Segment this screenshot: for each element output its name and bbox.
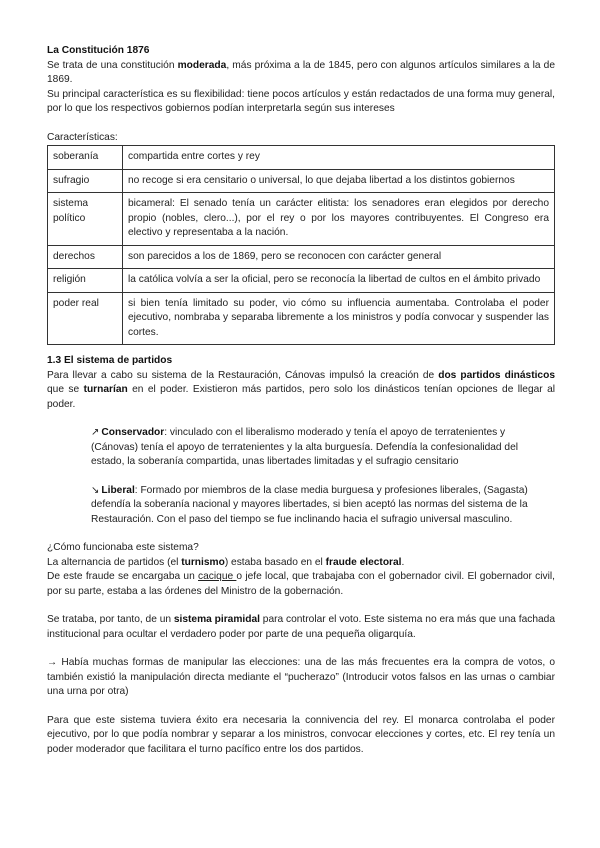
document-page bbox=[47, 44, 555, 757]
table-row bbox=[48, 193, 555, 246]
table-cell-key: sufragio bbox=[48, 169, 123, 193]
table-row bbox=[48, 269, 555, 293]
table-cell-key: poder real bbox=[48, 292, 123, 345]
section-paragraph-1: Para llevar a cabo su sistema de la Restauración, Cánovas impulsó la creación de dos partidos dinásticos que se turnarían en el poder. Existieron más partidos, pero solo los dinásticos tenían opciones de llegar al poder. bbox=[47, 369, 555, 410]
table-cell-value: no recoge si era censitario o universal, lo que dejaba libertad a los distintos gobiernos bbox=[123, 169, 555, 193]
conservador-item: ↗ Conservador: vinculado con el liberalismo moderado y tenía el apoyo de terratenientes y (Cánovas) tenía el apoyo de terratenientes y la alta burguesía. Defendía la confesionalidad del estado, la soberanía compartida, unas libertades limitadas y el sufragio censitario bbox=[91, 427, 519, 467]
intro-paragraph-1: Se trata de una constitución moderada, más próxima a la de 1845, pero con algunos artículos similares a la de 1869. bbox=[47, 59, 555, 85]
piramidal-paragraph: Se trataba, por tanto, de un sistema piramidal para controlar el voto. Este sistema no era más que una fachada institucional para ocultar el verdadero poder por parte de una pequeña oligarquía. bbox=[47, 614, 555, 640]
table-cell-value: si bien tenía limitado su poder, vio cómo su influencia aumentaba. Controlaba el poder ejecutivo, nombraba y separaba libremente a los ministros y podía convocar y suspender las cortes. bbox=[123, 292, 555, 345]
final-paragraph: Para que este sistema tuviera éxito era necesaria la connivencia del rey. El monarca controlaba el poder ejecutivo, por lo que podía nombrar y separar a los ministros, convocar elecciones y cortes, etc. El rey tenía un poder moderador que facilitara el turno pacífico entre los dos partidos. bbox=[47, 714, 555, 755]
table-row bbox=[48, 292, 555, 345]
intro-paragraph-2: Su principal característica es su flexibilidad: tiene pocos artículos y están redactados de una forma muy general, por lo que los respectivos gobiernos podían interpretarla según sus intereses bbox=[47, 88, 555, 114]
alternancia-line: La alternancia de partidos (el turnismo) estaba basado en el fraude electoral. bbox=[47, 556, 405, 568]
table-cell-key: derechos bbox=[48, 245, 123, 269]
table-cell-value: compartida entre cortes y rey bbox=[123, 146, 555, 170]
table-cell-key: soberanía bbox=[48, 146, 123, 170]
table-cell-value: son parecidos a los de 1869, pero se reconocen con carácter general bbox=[123, 245, 555, 269]
table-caption: Características: bbox=[47, 131, 118, 143]
characteristics-table bbox=[47, 145, 555, 345]
table-row bbox=[48, 169, 555, 193]
question-line: ¿Cómo funcionaba este sistema? bbox=[47, 542, 199, 553]
liberal-item: ↘ Liberal: Formado por miembros de la clase media burguesa y profesiones liberales, (Sagasta) defendía la soberanía nacional y mayores libertades, si bien aceptó las normas del sistema de la Restauración. Con el paso del tiempo se fue inclinando hacia el sufragio universal masculino. bbox=[91, 484, 528, 525]
section-heading: 1.3 El sistema de partidos bbox=[47, 355, 173, 366]
table-row bbox=[48, 146, 555, 170]
fraude-paragraph: De este fraude se encargaba un cacique o jefe local, que trabajaba con el gobernador civil. El gobernador civil, por su parte, estaba a las órdenes del Ministro de la gobernación. bbox=[47, 571, 555, 597]
table-cell-key: sistema político bbox=[48, 193, 123, 246]
arrow-up-right-icon: ↗ bbox=[91, 427, 100, 438]
table-cell-value: la católica volvía a ser la oficial, pero se reconocía la libertad de cultos en el ámbito privado bbox=[123, 269, 555, 293]
page-title: La Constitución 1876 bbox=[47, 45, 150, 56]
table-cell-value: bicameral: El senado tenía un carácter elitista: los senadores eran elegidos por derecho propio (nobles, clero...), por el rey o por los mayores contribuyentes. El Congreso era electivo y representaba a la nación. bbox=[123, 193, 555, 246]
arrow-down-right-icon: ↘ bbox=[91, 484, 100, 496]
table-cell-key: religión bbox=[48, 269, 123, 293]
manipulation-paragraph: → Había muchas formas de manipular las elecciones: una de las más frecuentes era la compra de votos, o también existió la manipulación directa mediante el “pucherazo” (Introducir votos falsos en las urnas o cambiar una urna por otra) bbox=[47, 657, 555, 697]
table-row bbox=[48, 245, 555, 269]
